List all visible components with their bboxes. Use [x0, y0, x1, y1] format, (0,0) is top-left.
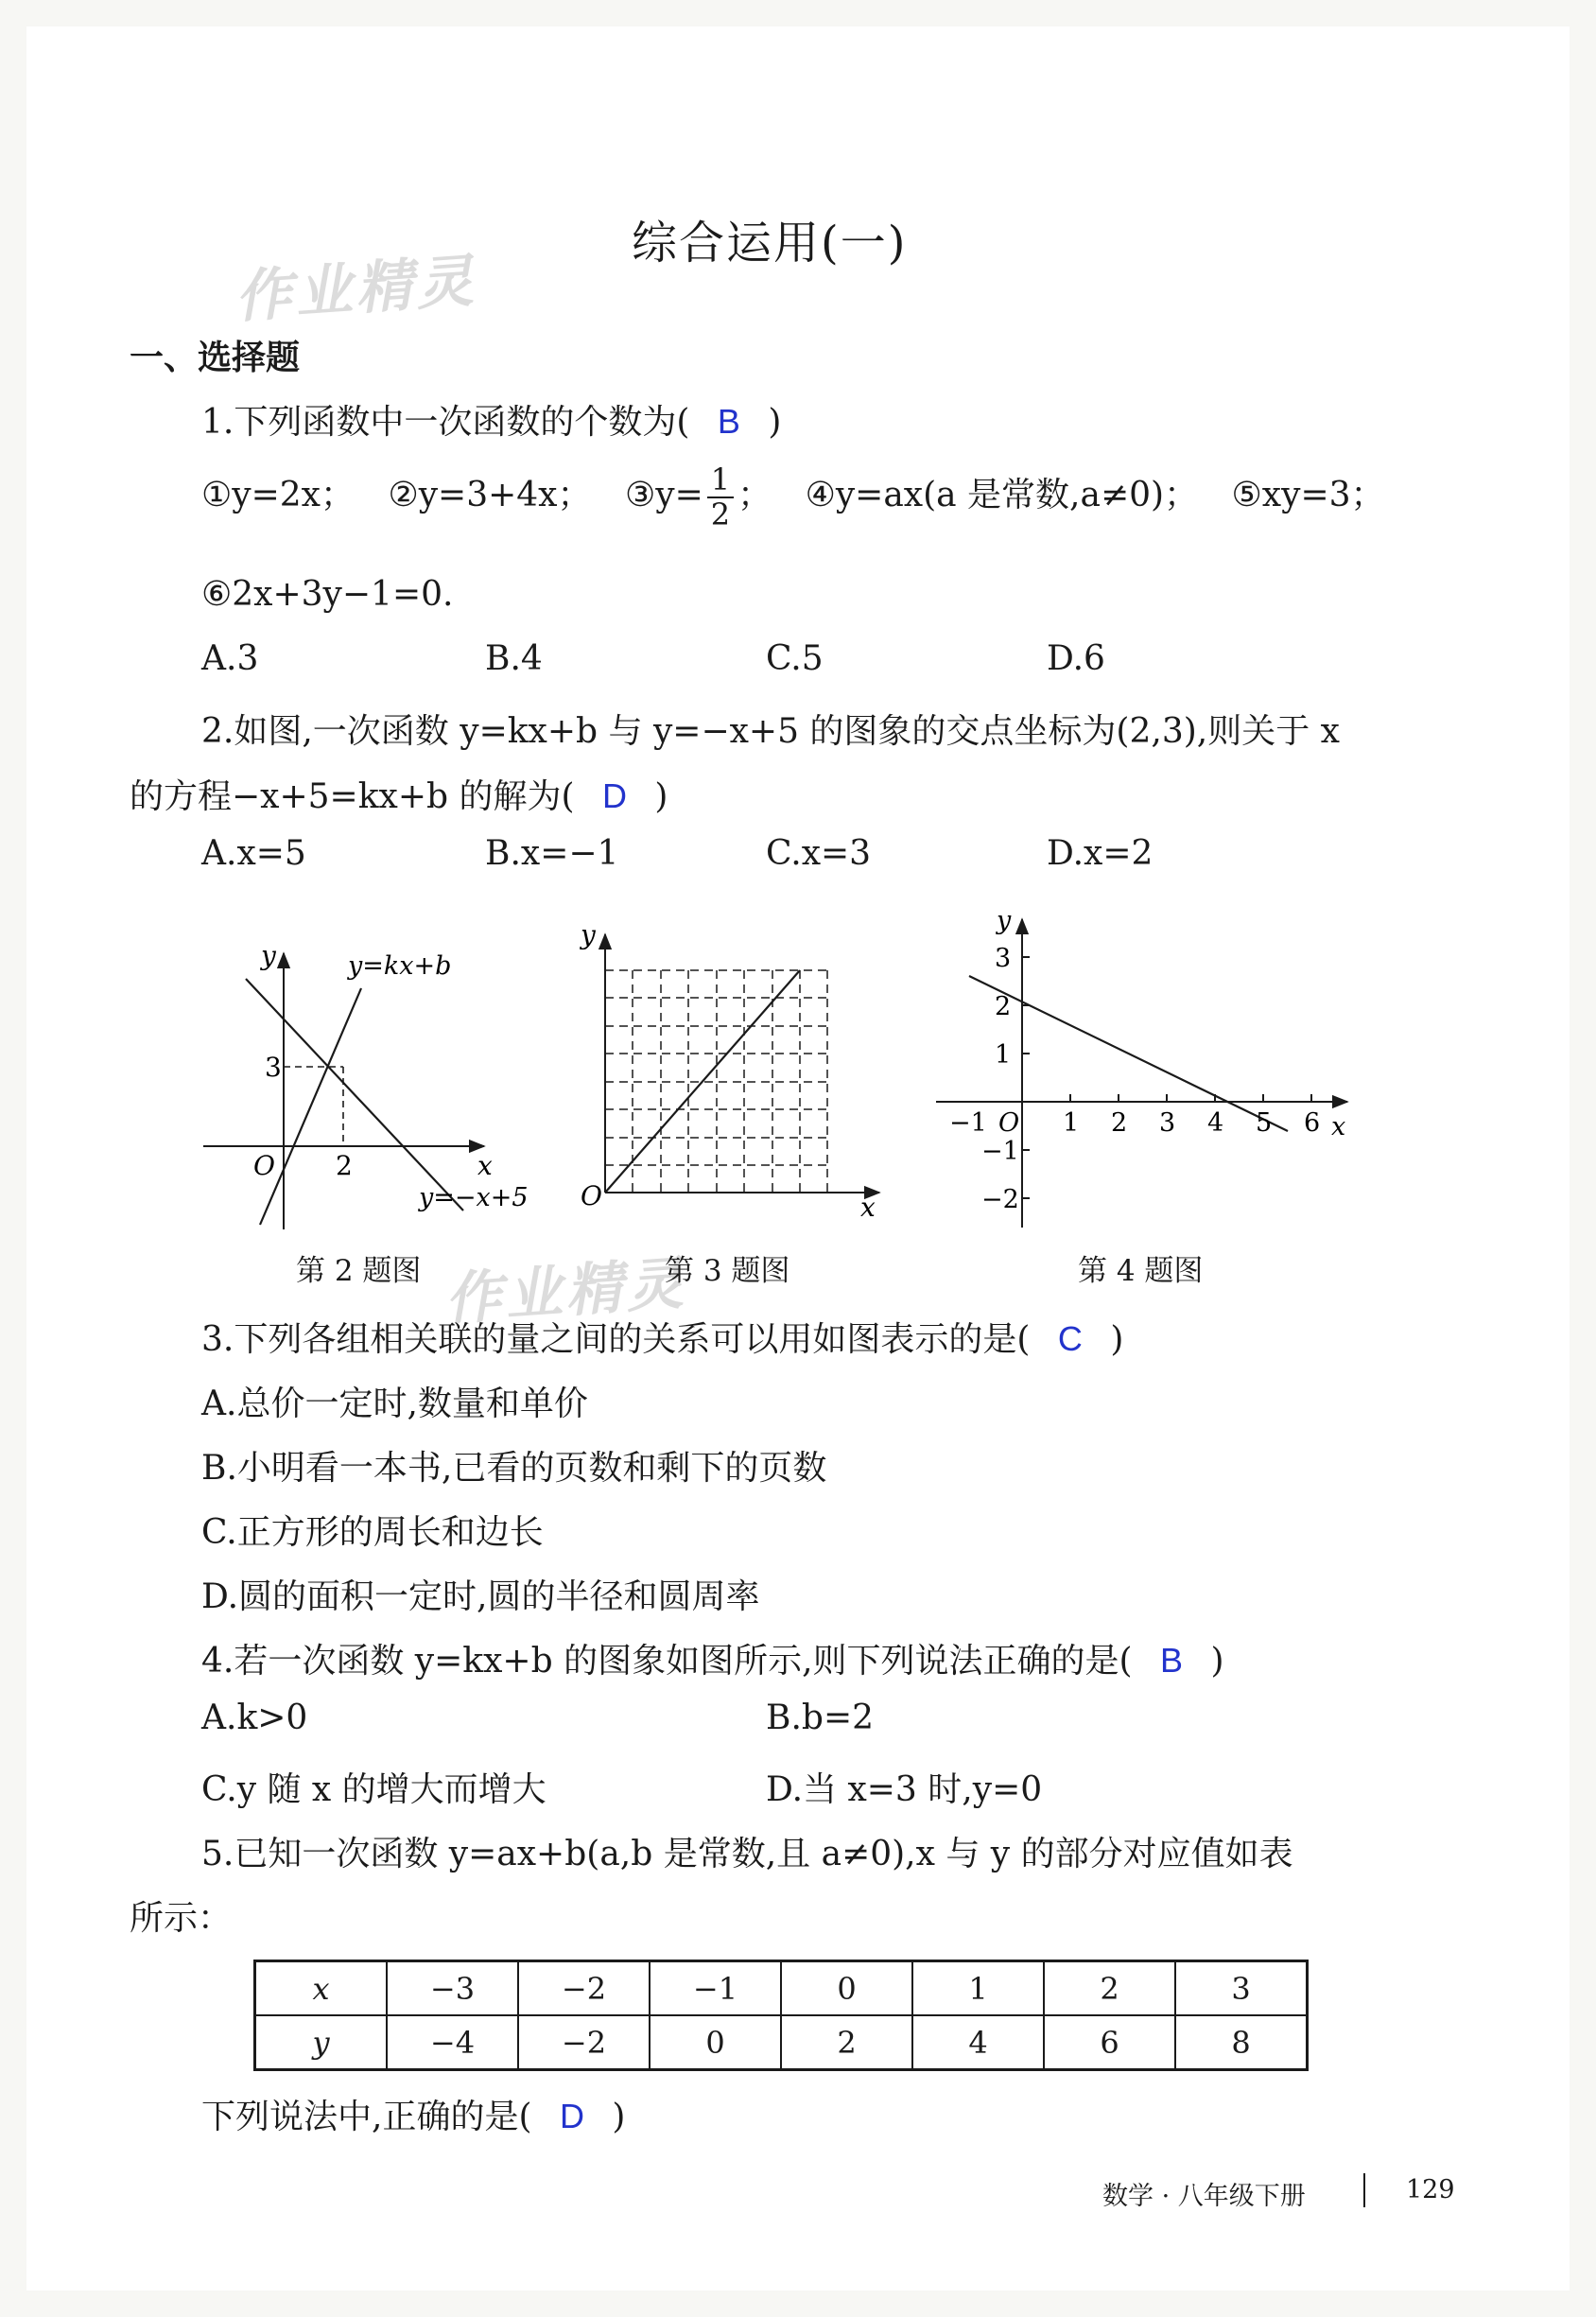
fig4-y-label: y	[997, 908, 1012, 935]
q1-item-4: ④y=ax(a 是常数,a≠0)；	[805, 476, 1199, 515]
table-cell: 2	[781, 2015, 912, 2070]
table-cell: −2	[518, 1961, 650, 2016]
figure-4-graph	[936, 908, 1362, 1229]
q1-item-1: ①y=2x；	[201, 476, 355, 515]
q3-option-d: D.圆的面积一定时,圆的半径和圆周率	[201, 1577, 760, 1616]
q1-item-6: ⑥2x+3y−1=0.	[201, 575, 454, 614]
q3-option-b: B.小明看一本书,已看的页数和剩下的页数	[201, 1449, 827, 1488]
watermark-middle: 作业精灵	[442, 1250, 689, 1333]
fig2-x-label: x	[477, 1150, 493, 1181]
footer-divider	[1363, 2173, 1365, 2207]
fig2-line-kx-b	[260, 988, 361, 1225]
question-2-line1: 2.如图,一次函数 y=kx+b 与 y=−x+5 的图象的交点坐标为(2,3),则关于 x	[201, 712, 1340, 751]
question-1-items	[201, 463, 1385, 531]
value-table	[253, 1960, 1309, 2071]
q3-option-c: C.正方形的周长和边长	[201, 1513, 544, 1552]
fraction-one-half: $\frac{1}{2}$	[707, 463, 734, 531]
table-cell: 0	[650, 2015, 781, 2070]
question-4-stem: 4.若一次函数 y=kx+b 的图象如图所示,则下列说法正确的是( B )	[201, 1641, 1224, 1681]
fig4-tick-marks	[1022, 957, 1311, 1198]
table-cell: 8	[1175, 2015, 1308, 2070]
fig3-origin: O	[581, 1180, 602, 1211]
q1-option-d: D.6	[1047, 639, 1105, 678]
fig4-y-tick-neg2: −2	[981, 1185, 1019, 1214]
q2-option-d: D.x=2	[1047, 834, 1154, 873]
footer-book-title: 数学 · 八年级下册	[1102, 2182, 1306, 2211]
fig4-x-tick-5: 5	[1256, 1108, 1273, 1138]
table-cell: y	[255, 2015, 388, 2070]
q2-option-c: C.x=3	[766, 834, 872, 873]
question-5-line2: 所示：	[130, 1899, 233, 1938]
question-2-line2: 的方程−x+5=kx+b 的解为( D )	[130, 776, 668, 816]
question-5-line1: 5.已知一次函数 y=ax+b(a,b 是常数,且 a≠0),x 与 y 的部分对应值如表	[201, 1835, 1293, 1873]
section-heading: 一、选择题	[130, 339, 301, 377]
table-cell: −2	[518, 2015, 650, 2070]
fig3-grid	[605, 970, 827, 1193]
fig3-x-label: x	[860, 1192, 876, 1223]
question-3-answer: C	[1057, 1319, 1083, 1358]
q1-item-5: ⑤xy=3；	[1231, 476, 1385, 515]
table-cell: 4	[912, 2015, 1044, 2070]
q4-option-d: D.当 x=3 时,y=0	[766, 1770, 1043, 1809]
question-5-sub: 下列说法中,正确的是( D )	[201, 2097, 626, 2136]
figure-2-graph	[189, 936, 548, 1239]
fig4-origin: O	[998, 1108, 1020, 1138]
figure-3-graph	[567, 915, 898, 1228]
fig2-line1-label: y=kx+b	[348, 951, 452, 981]
fig4-x-tick-2: 2	[1111, 1108, 1128, 1138]
table-cell: 0	[781, 1961, 912, 2016]
fig2-line2-label: y=−x+5	[419, 1183, 529, 1212]
fig2-tick-y: 3	[265, 1052, 282, 1083]
q3-option-a: A.总价一定时,数量和单价	[201, 1385, 588, 1423]
page-title: 综合运用(一)	[632, 217, 908, 270]
page-number: 129	[1406, 2175, 1455, 2204]
table-cell: −3	[387, 1961, 518, 2016]
fig4-x-tick-4: 4	[1207, 1108, 1224, 1138]
table-cell: 3	[1175, 1961, 1308, 2016]
fig4-y-tick-2: 2	[995, 992, 1012, 1021]
fig4-x-tick-3: 3	[1159, 1108, 1176, 1138]
question-3-stem: 3.下列各组相关联的量之间的关系可以用如图表示的是( C )	[201, 1319, 1124, 1359]
fig4-x-tick-neg1: −1	[949, 1108, 987, 1138]
q2-option-a: A.x=5	[201, 834, 306, 873]
q4-option-b: B.b=2	[766, 1699, 875, 1737]
fig4-y-tick-3: 3	[995, 944, 1012, 973]
table-cell: −1	[650, 1961, 781, 2016]
q1-option-b: B.4	[485, 639, 543, 678]
table-cell: 2	[1044, 1961, 1175, 2016]
figure-4-caption: 第 4 题图	[1078, 1254, 1204, 1288]
fig2-y-label: y	[261, 940, 276, 971]
table-cell: 6	[1044, 2015, 1175, 2070]
fig4-y-tick-1: 1	[995, 1040, 1012, 1070]
q4-option-a: A.k>0	[201, 1699, 308, 1737]
table-cell: 1	[912, 1961, 1044, 2016]
q1-item-2: ②y=3+4x；	[388, 476, 592, 515]
question-1-stem: 1.下列函数中一次函数的个数为( B )	[201, 402, 782, 442]
fig2-line-neg-x-5	[246, 979, 463, 1211]
fig4-x-tick-1: 1	[1063, 1108, 1080, 1138]
fig3-y-label: y	[581, 919, 596, 950]
question-2-answer: D	[601, 776, 627, 815]
q1-item-3: ③y= $\frac{1}{2}$ ；	[624, 462, 772, 533]
figure-2-caption: 第 2 题图	[296, 1254, 422, 1288]
fig4-x-tick-6: 6	[1304, 1108, 1321, 1138]
table-row-y	[255, 2015, 1308, 2070]
q1-option-a: A.3	[201, 639, 259, 678]
question-4-answer: B	[1160, 1641, 1184, 1680]
fig2-origin: O	[253, 1150, 275, 1181]
fig4-x-label: x	[1331, 1112, 1346, 1141]
table-row-x	[255, 1961, 1308, 2016]
q4-option-c: C.y 随 x 的增大而增大	[201, 1770, 546, 1809]
q2-option-b: B.x=−1	[485, 834, 619, 873]
fig2-tick-x: 2	[336, 1150, 353, 1181]
watermark-top: 作业精灵	[233, 248, 479, 331]
question-1-answer: B	[717, 402, 740, 441]
q1-option-c: C.5	[766, 639, 824, 678]
table-cell: −4	[387, 2015, 518, 2070]
fig4-y-tick-neg1: −1	[981, 1137, 1019, 1166]
question-5-answer: D	[559, 2097, 584, 2135]
table-cell: x	[255, 1961, 388, 2016]
figure-3-caption: 第 3 题图	[665, 1254, 790, 1288]
